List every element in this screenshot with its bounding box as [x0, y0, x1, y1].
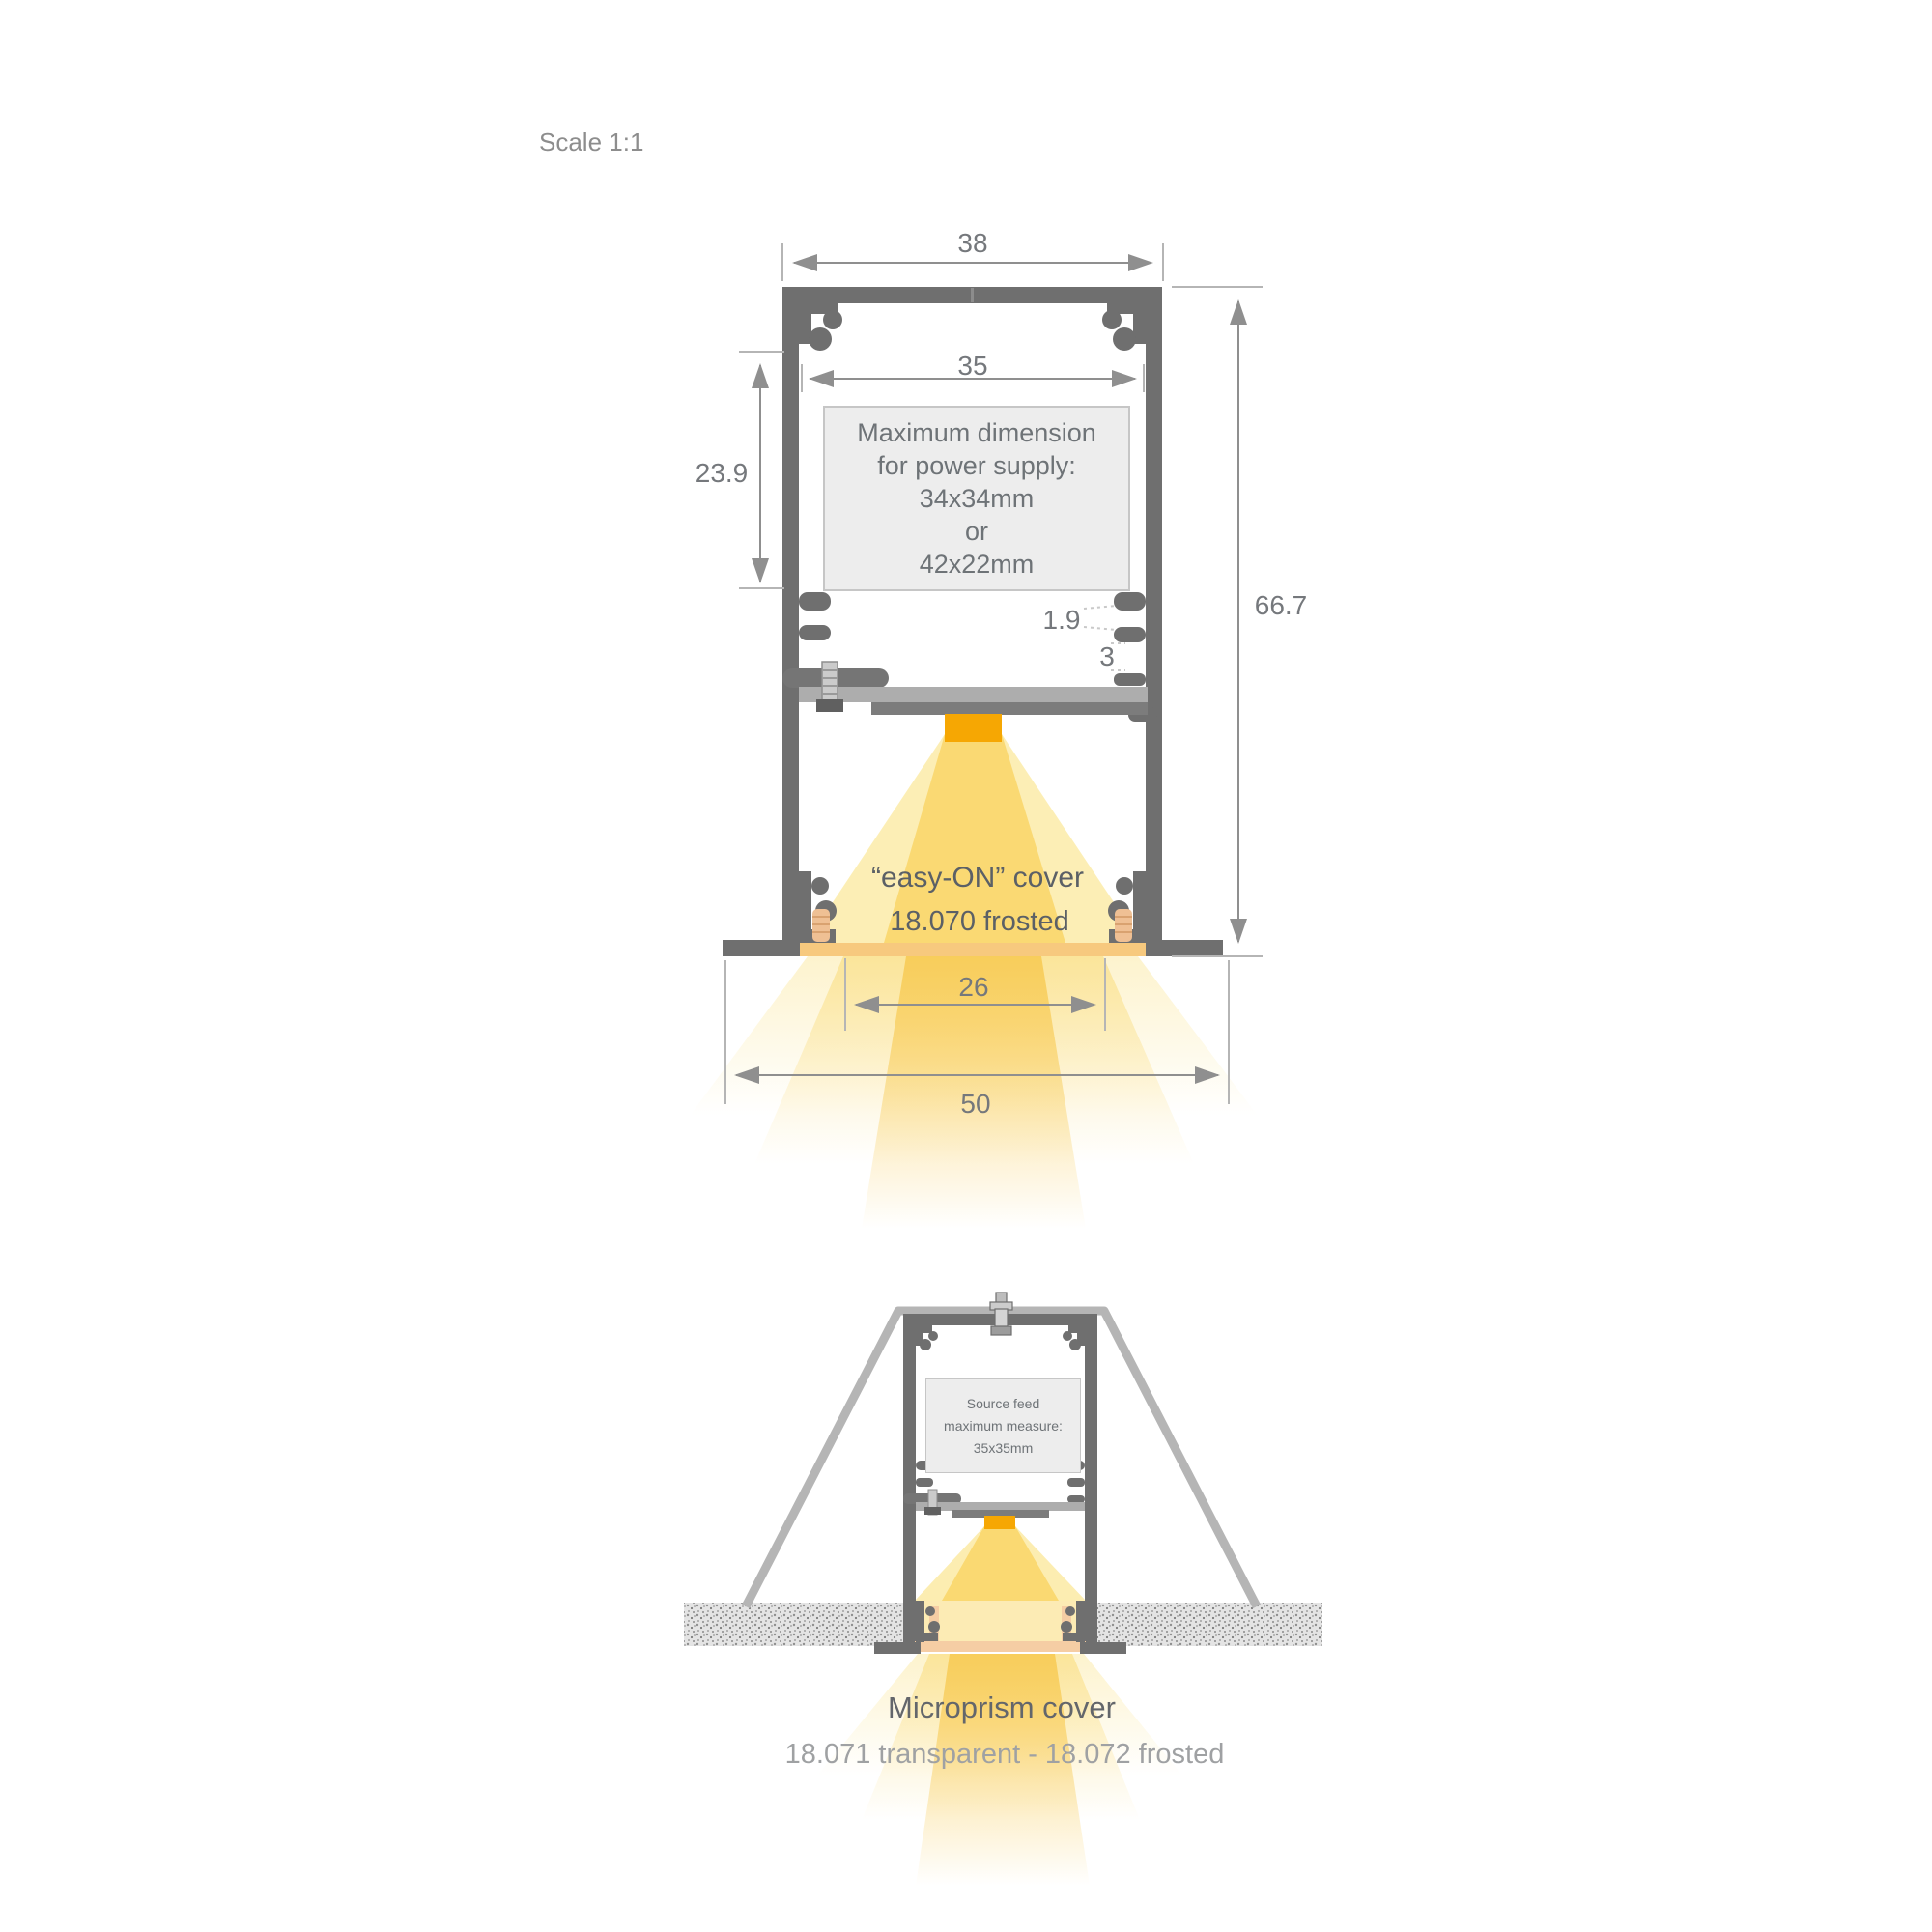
dim-label-66-7: 66.7 — [1254, 590, 1308, 620]
dim-label-50: 50 — [960, 1089, 991, 1119]
cover-clip-screw-right — [1115, 909, 1132, 942]
microprism-cover-title: Microprism cover — [888, 1690, 1116, 1724]
mounting-shelf-small — [916, 1502, 1085, 1511]
dim-label-35: 35 — [957, 351, 988, 381]
microprism-codes-subtitle: 18.071 transparent - 18.072 frosted — [784, 1739, 1225, 1770]
frosted-cover-strip — [800, 943, 1146, 956]
led-board — [871, 702, 1148, 715]
dim-label-26: 26 — [958, 972, 989, 1002]
power-supply-note-line: for power supply: — [877, 451, 1076, 480]
led-emitter — [945, 714, 1002, 742]
dim-label-1-9: 1.9 — [1042, 605, 1081, 635]
source-feed-note-line: Source feed — [966, 1395, 1040, 1411]
scale-label: Scale 1:1 — [539, 128, 644, 156]
source-feed-note-line: 35x35mm — [973, 1439, 1034, 1456]
frosted-code-label: 18.070 frosted — [890, 906, 1069, 937]
source-feed-note-line: maximum measure: — [944, 1417, 1063, 1434]
corner-clip-small-right — [1063, 1325, 1085, 1350]
power-supply-note-line: 34x34mm — [919, 484, 1035, 513]
corner-clip-small-left — [916, 1325, 938, 1350]
led-emitter-small — [984, 1516, 1015, 1529]
power-supply-note-line: 42x22mm — [919, 550, 1035, 579]
dim-label-38: 38 — [957, 228, 988, 258]
dim-label-3: 3 — [1099, 641, 1115, 671]
power-supply-note-line: Maximum dimension — [857, 418, 1096, 447]
corner-clip-top-left — [799, 303, 842, 351]
top-diagram — [690, 243, 1263, 1229]
power-supply-note-line: or — [964, 517, 988, 546]
source-feed-note-box — [925, 1378, 1081, 1473]
dim-label-23-9: 23.9 — [695, 458, 749, 488]
mounting-shelf — [799, 687, 1148, 702]
cover-clip-screw-left — [812, 909, 830, 942]
easy-on-cover-label: “easy-ON” cover — [870, 862, 1085, 894]
power-supply-note-box — [823, 406, 1130, 591]
corner-clip-top-right — [1102, 303, 1146, 351]
